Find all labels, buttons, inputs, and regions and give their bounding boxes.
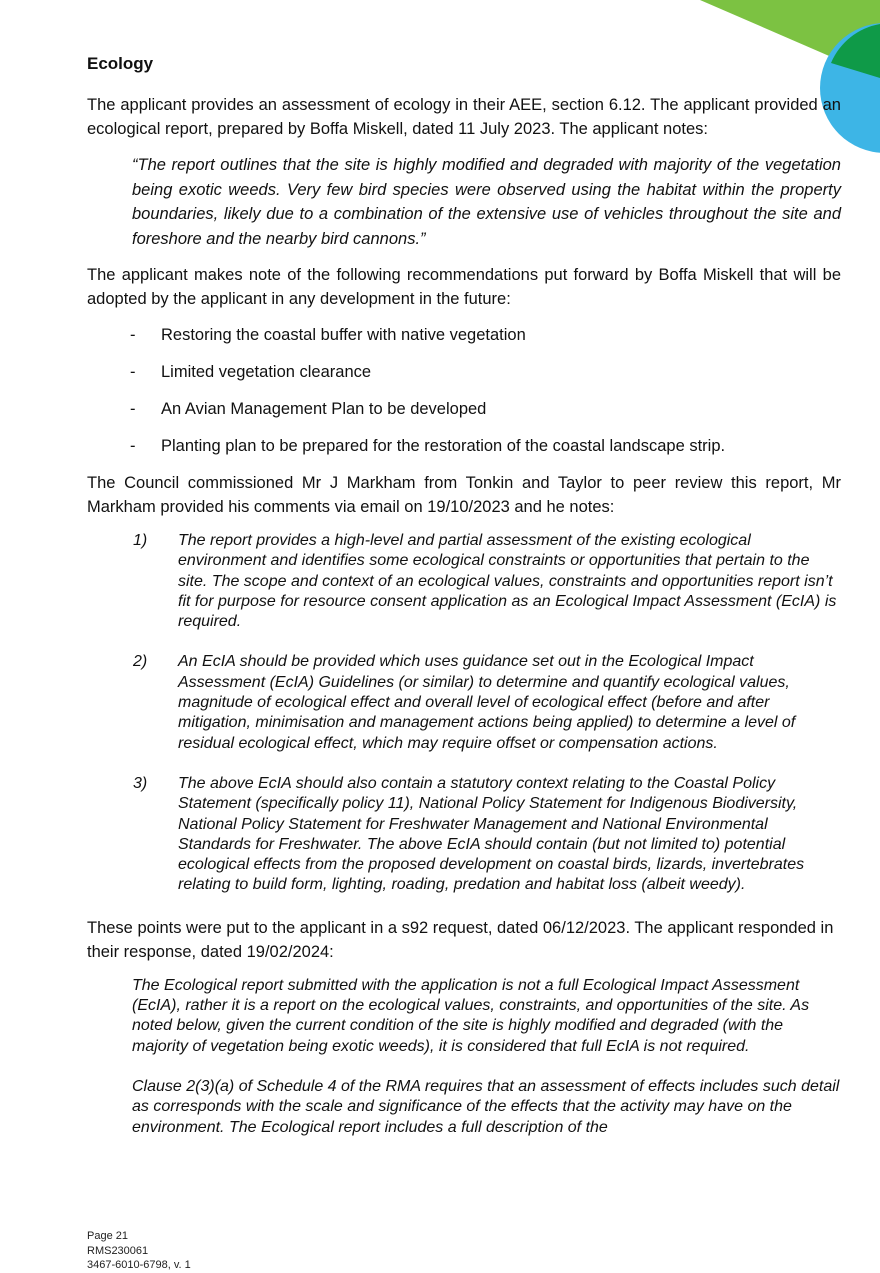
section-heading: Ecology [87,54,154,73]
document-id: 3467-6010-6798, v. 1 [87,1259,191,1271]
reference-number: RMS230061 [87,1244,149,1257]
page-number: Page 21 [87,1230,128,1242]
paragraph-s92: These points were put to the applicant in a s92 request, dated 06/12/2023. The applicant responded in their response, dated 19/02/2024: [87,918,834,961]
page-footer [87,1229,191,1273]
list-item: - An Avian Management Plan to be developed [130,400,487,418]
applicant-response-1: The Ecological report submitted with the application is not a full Ecological Impact Assessment (EcIA), rather it is a report on the ecological values, constraints, and opportunities of the site. As noted below, given the current condition of the site is highly modified and degraded (with the majority of vegetation being exotic weeds), it is considered that full EcIA is not required. [132,976,810,1055]
list-item: 3) The above EcIA should also contain a statutory context relating to the Coastal Policy Statement (specifically policy 11), National Policy Statement for Indigenous Biodiversity, National Policy Statement for Freshwater Management and National Environmental Standards for Freshwater. The above EcIA should contain (but not limited to) potential ecological effects from the proposed development on coastal birds, lizards, invertebrates relating to build form, lighting, roading, predation and habitat loss (albeit weedy). [133,774,805,894]
document-page [87,52,841,1158]
recommendation-list [87,323,841,458]
list-item: 1) The report provides a high-level and partial assessment of the existing ecological environment and identifies some ecological constraints or opportunities that pertain to the site. The scope and context of an ecological values, constraints and opportunities report isn’t fit for purpose for resource consent application as an Ecological Impact Assessment (EcIA) is required. [133,532,837,631]
list-item: 2) An EcIA should be provided which uses guidance set out in the Ecological Impact Assessment (EcIA) Guidelines (or similar) to determine and quantify ecological values, magnitude of ecological effect and overall level of ecological effect (before and after mitigation, minimisation and management actions being applied) to determine a level of residual ecological effect, which may require offset or compensation actions. [133,653,796,752]
list-item: - Limited vegetation clearance [130,363,372,381]
paragraph-peer-review: The Council commissioned Mr J Markham from Tonkin and Taylor to peer review this report, Mr Markham provided his comments via email on 19/10/2023 and he notes: [87,474,841,516]
list-item: - Planting plan to be prepared for the restoration of the coastal landscape strip. [130,437,726,455]
list-item: - Restoring the coastal buffer with native vegetation [130,326,526,344]
applicant-quote: “The report outlines that the site is highly modified and degraded with majority of the vegetation being exotic weeds. Very few bird species were observed using the habitat within the property boundaries, likely due to a combination of the extensive use of vehicles throughout the site and foreshore and the nearby bird cannons.” [132,156,841,248]
applicant-response-2: Clause 2(3)(a) of Schedule 4 of the RMA requires that an assessment of effects includes such detail as corresponds with the scale and significance of the effects that the activity may have on the environment. The Ecological report includes a full description of the [132,1077,840,1136]
paragraph-aee: The applicant provides an assessment of ecology in their AEE, section 6.12. The applicant provided an ecological report, prepared by Boffa Miskell, dated 11 July 2023. The applicant notes: [87,96,841,138]
peer-review-points [87,531,841,896]
paragraph-recommendations: The applicant makes note of the following recommendations put forward by Boffa Miskell that will be adopted by the applicant in any development in the future: [87,266,841,308]
